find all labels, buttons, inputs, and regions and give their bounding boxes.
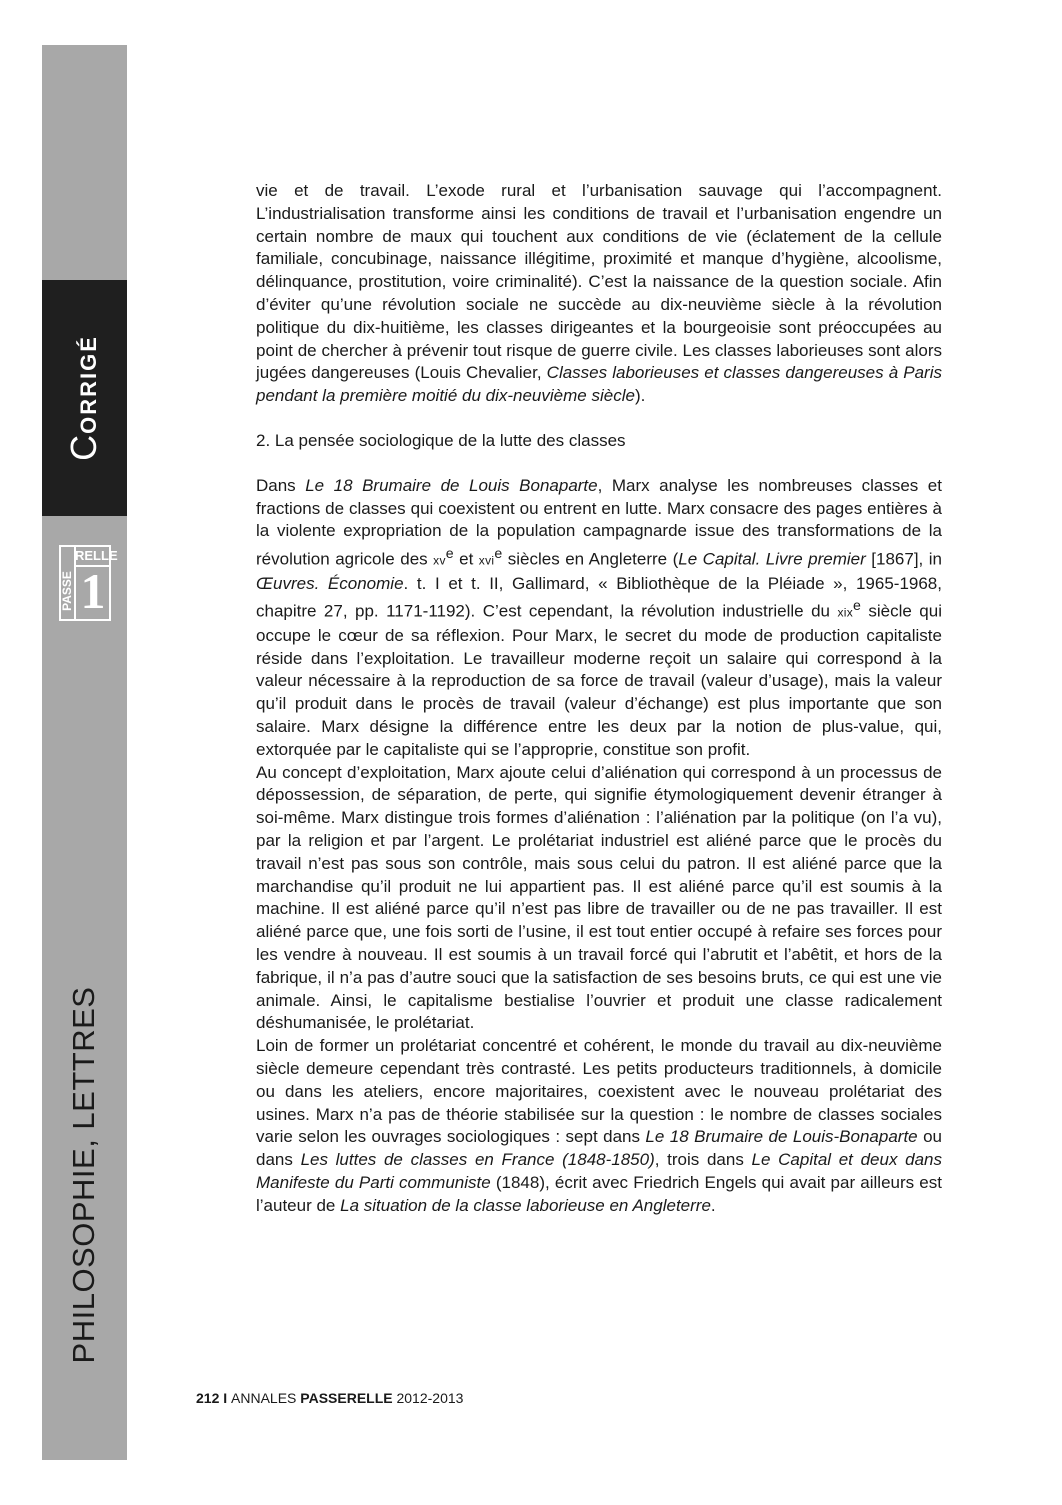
paragraph-3: Au concept d’exploitation, Marx ajoute celui d’aliénation qui correspond à un processus de dépossession, de séparation, de perte, qui signifie étymologiquement devenir étranger à soi-même. Marx distingue trois formes d’aliénation : l’aliénation par la politique (on l’a vu), par la religion et par l’argent. Le prolétariat industriel est aliéné parce que le procès du travail n’est pas sous son contrôle, mais sous celui du patron. Il est aliéné parce que la marchandise qu’il produit ne lui appartient pas. Il est aliéné parce qu’il est soumis à la machine. Il est aliéné parce qu’il n’est pas libre de travailler ou de ne pas travailler. Il est aliéné parce que, une fois sorti de l’usine, il est tout entier occupé à refaire ses forces pour les vendre à nouveau. Il est soumis à un travail forcé qui l’abrutit et l’abêtit, et hors de la fabrique, il n’a pas d’autre souci que la satisfaction de ses besoins bruts, ce qui est une vie animale. Ainsi, le capitalisme bestialise l’ouvrier et produit une classe radicalement déshumanisée, le prolétariat. (256, 762, 942, 1033)
footer-brand: PASSERELLE (300, 1390, 393, 1406)
century-numeral: xix (837, 606, 854, 621)
corrige-label (63, 335, 105, 461)
paragraph-1 (256, 180, 942, 408)
logo-number: 1 (80, 563, 106, 619)
superscript: e (853, 598, 861, 615)
text-run: ). (634, 386, 646, 406)
logo-relle-text: RELLE (75, 547, 109, 567)
text-run: , trois dans (654, 1150, 752, 1170)
corrige-initial: C (63, 433, 104, 461)
text-run: . t. I et t. II, Gallimard, « Bibliothèque de la Pléiade », 1965-1968, chapitre 27, pp. 1171-1192). C’est cependant, la révolution industrielle du (256, 573, 942, 622)
superscript: e (494, 546, 503, 563)
text-run: et (453, 549, 479, 569)
book-title: Les luttes de classes en France (1848-1850) (300, 1150, 655, 1170)
text-run: Dans (256, 475, 306, 495)
book-title: Le Capital. Livre premier (678, 549, 866, 569)
century-numeral: xv (433, 553, 446, 568)
corrige-rest: ORRIGÉ (76, 335, 101, 434)
section-label: PHILOSOPHIE, LETTRES (66, 986, 101, 1364)
book-title: Le 18 Brumaire de Louis Bonaparte (305, 475, 598, 495)
book-title: Œuvres. Économie (256, 573, 404, 593)
footer-separator: I (219, 1390, 232, 1406)
footer-annales: ANNALES (231, 1390, 301, 1406)
text-run: [1867], in (865, 549, 942, 569)
text-run: Loin de former un prolétariat concentré et cohérent, le monde du travail au dix-neuvième siècle demeure cependant très contrasté. Les petits producteurs traditionnels, à domicile ou dans les ateliers, encore majoritaires, coexistent avec le nouveau prolétariat des usines. Marx n’a pas de théorie stabilisée sur la question : le nombre de classes sociales varie selon les ouvrages sociologiques : sept dans (256, 1036, 942, 1147)
page-number: 212 (196, 1390, 220, 1406)
text-run: (1848), écrit avec Friedrich Engels qui avait par ailleurs est l’auteur de (256, 1172, 942, 1215)
main-text (256, 180, 942, 1218)
text-run: siècles en Angleterre ( (502, 549, 679, 569)
footer-years: 2012-2013 (392, 1390, 464, 1406)
book-title: Le 18 Brumaire de Louis-Bonaparte (645, 1127, 918, 1147)
book-title: La situation de la classe laborieuse en Angleterre (340, 1195, 711, 1215)
superscript: e (445, 546, 454, 563)
text-run: , Marx analyse les nombreuses classes et fractions de classes qui coexistent ou entrent en lutte. Marx consacre des pages entières à la violente expropriation de la population campagnarde issue des transformations de la révolution agricole des (256, 475, 942, 569)
book-title: Classes laborieuses et classes dangereuses à Paris pendant la première moitié du dix-neuvième siècle (256, 363, 942, 406)
section-heading: 2. La pensée sociologique de la lutte des classes (256, 430, 626, 450)
text-run: siècle qui occupe le cœur de sa réflexion. Pour Marx, le secret du mode de production capitaliste réside dans l’exploitation. Le travailleur moderne reçoit un salaire qui correspond à la valeur nécessaire à la reproduction de sa force de travail (valeur d’usage), mais la valeur qu’il produit dans le procès de travail (valeur d’échange) est plus importante que son salaire. Marx désigne la différence entre les deux par la notion de plus-value, qui, extorquée par le capitaliste qui se l’approprie, constitue son profit. (256, 602, 942, 759)
text-run: vie et de travail. L’exode rural et l’urbanisation sauvage qui l’accompagnent. L’industrialisation transforme ainsi les conditions de travail et l’urbanisation engendre un certain nombre de maux qui touchent aux conditions de vie (éclatement de la cellule familiale, concubinage, naissance illégitime, proximité et manque d’hygiène, alcoolisme, délinquance, prostitution, voire criminalité). C’est la naissance de la question sociale. Afin d’éviter qu’une révolution sociale ne succède au dix-neuvième siècle à la révolution politique du dix-huitième, les classes dirigeantes et la bourgeoisie sont préoccupées au point de chercher à prévenir tout risque de guerre civile. Les classes laborieuses sont alors jugées dangereuses (Louis Chevalier, (256, 181, 942, 383)
passerelle-logo (59, 545, 118, 621)
logo-passe-text: PASSE (60, 571, 74, 611)
text-run: ou dans (256, 1127, 942, 1170)
text-run: . (710, 1195, 716, 1215)
paragraph-4 (256, 1035, 942, 1217)
book-title: Le Capital et deux dans Manifeste du Parti communiste (256, 1150, 943, 1192)
page-footer (196, 1390, 463, 1406)
paragraph-2 (256, 475, 942, 762)
century-numeral: xvi (478, 553, 495, 568)
